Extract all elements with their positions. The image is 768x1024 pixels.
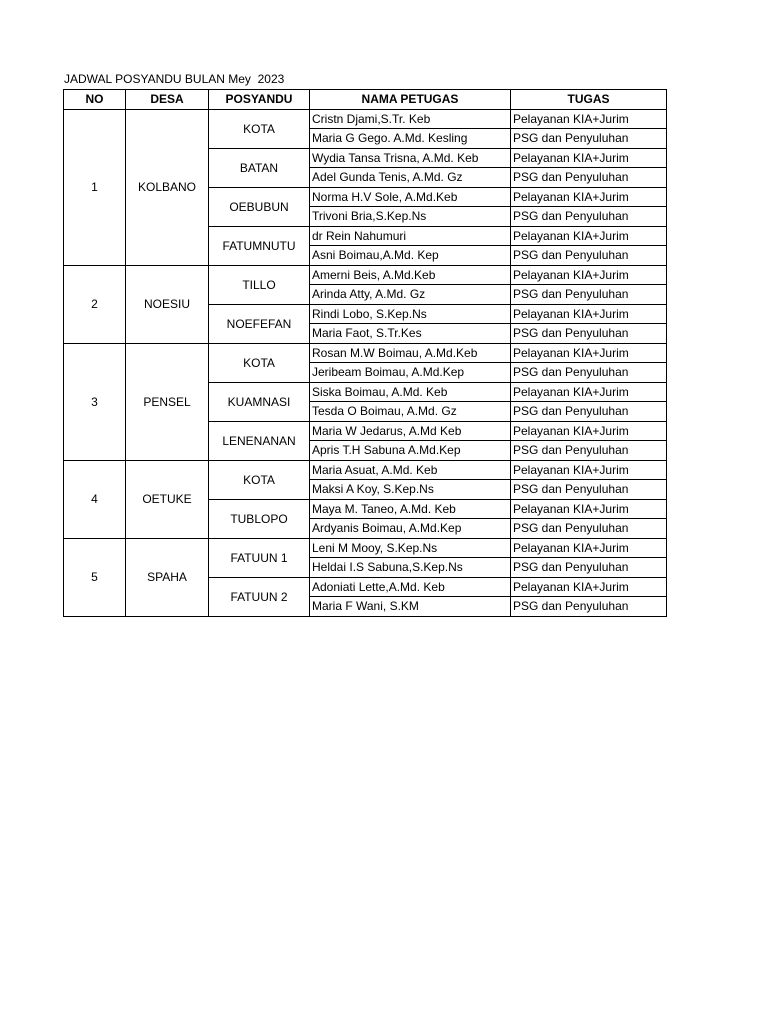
no-cell: 3 [64, 343, 126, 460]
petugas-cell: Arinda Atty, A.Md. Gz [310, 285, 511, 305]
desa-cell: NOESIU [126, 265, 209, 343]
table-row [64, 265, 667, 285]
posyandu-cell: BATAN [209, 148, 310, 187]
petugas-cell: Maria F Wani, S.KM [310, 597, 511, 617]
tugas-cell: Pelayanan KIA+Jurim [511, 460, 667, 480]
tugas-cell: PSG dan Penyuluhan [511, 246, 667, 266]
petugas-cell: Maya M. Taneo, A.Md. Keb [310, 499, 511, 519]
petugas-cell: Ardyanis Boimau, A.Md.Kep [310, 519, 511, 539]
petugas-cell: Wydia Tansa Trisna, A.Md. Keb [310, 148, 511, 168]
tugas-cell: PSG dan Penyuluhan [511, 480, 667, 500]
desa-cell: KOLBANO [126, 109, 209, 265]
posyandu-cell: OEBUBUN [209, 187, 310, 226]
petugas-cell: Trivoni Bria,S.Kep.Ns [310, 207, 511, 227]
header-row [64, 90, 667, 110]
posyandu-cell: KOTA [209, 460, 310, 499]
petugas-cell: Maksi A Koy, S.Kep.Ns [310, 480, 511, 500]
posyandu-cell: KOTA [209, 343, 310, 382]
tugas-cell: PSG dan Penyuluhan [511, 597, 667, 617]
petugas-cell: Cristn Djami,S.Tr. Keb [310, 109, 511, 129]
no-cell: 4 [64, 460, 126, 538]
desa-cell: SPAHA [126, 538, 209, 616]
tugas-cell: PSG dan Penyuluhan [511, 363, 667, 383]
no-cell: 1 [64, 109, 126, 265]
tugas-cell: Pelayanan KIA+Jurim [511, 148, 667, 168]
tugas-cell: PSG dan Penyuluhan [511, 402, 667, 422]
petugas-cell: Maria G Gego. A.Md. Kesling [310, 129, 511, 149]
tugas-cell: PSG dan Penyuluhan [511, 207, 667, 227]
schedule-table [63, 89, 667, 617]
tugas-cell: PSG dan Penyuluhan [511, 324, 667, 344]
petugas-cell: Norma H.V Sole, A.Md.Keb [310, 187, 511, 207]
posyandu-cell: NOEFEFAN [209, 304, 310, 343]
table-row [64, 343, 667, 363]
tugas-cell: Pelayanan KIA+Jurim [511, 343, 667, 363]
petugas-cell: Maria W Jedarus, A.Md Keb [310, 421, 511, 441]
header-no: NO [64, 90, 126, 110]
petugas-cell: Heldai I.S Sabuna,S.Kep.Ns [310, 558, 511, 578]
petugas-cell: Maria Faot, S.Tr.Kes [310, 324, 511, 344]
tugas-cell: PSG dan Penyuluhan [511, 129, 667, 149]
petugas-cell: Maria Asuat, A.Md. Keb [310, 460, 511, 480]
petugas-cell: dr Rein Nahumuri [310, 226, 511, 246]
tugas-cell: Pelayanan KIA+Jurim [511, 304, 667, 324]
petugas-cell: Rosan M.W Boimau, A.Md.Keb [310, 343, 511, 363]
header-posyandu: POSYANDU [209, 90, 310, 110]
petugas-cell: Leni M Mooy, S.Kep.Ns [310, 538, 511, 558]
tugas-cell: PSG dan Penyuluhan [511, 168, 667, 188]
posyandu-cell: LENENANAN [209, 421, 310, 460]
desa-cell: PENSEL [126, 343, 209, 460]
header-tugas: TUGAS [511, 90, 667, 110]
tugas-cell: Pelayanan KIA+Jurim [511, 265, 667, 285]
desa-cell: OETUKE [126, 460, 209, 538]
tugas-cell: PSG dan Penyuluhan [511, 285, 667, 305]
tugas-cell: PSG dan Penyuluhan [511, 519, 667, 539]
tugas-cell: Pelayanan KIA+Jurim [511, 226, 667, 246]
document-title: JADWAL POSYANDU BULAN Mey 2023 [64, 72, 285, 86]
tugas-cell: PSG dan Penyuluhan [511, 558, 667, 578]
petugas-cell: Tesda O Boimau, A.Md. Gz [310, 402, 511, 422]
petugas-cell: Jeribeam Boimau, A.Md.Kep [310, 363, 511, 383]
petugas-cell: Asni Boimau,A.Md. Kep [310, 246, 511, 266]
petugas-cell: Siska Boimau, A.Md. Keb [310, 382, 511, 402]
posyandu-cell: TILLO [209, 265, 310, 304]
petugas-cell: Amerni Beis, A.Md.Keb [310, 265, 511, 285]
posyandu-cell: KOTA [209, 109, 310, 148]
posyandu-cell: TUBLOPO [209, 499, 310, 538]
tugas-cell: Pelayanan KIA+Jurim [511, 109, 667, 129]
petugas-cell: Rindi Lobo, S.Kep.Ns [310, 304, 511, 324]
posyandu-cell: FATUUN 2 [209, 577, 310, 616]
table-row [64, 460, 667, 480]
tugas-cell: Pelayanan KIA+Jurim [511, 187, 667, 207]
petugas-cell: Adel Gunda Tenis, A.Md. Gz [310, 168, 511, 188]
tugas-cell: Pelayanan KIA+Jurim [511, 538, 667, 558]
tugas-cell: Pelayanan KIA+Jurim [511, 499, 667, 519]
tugas-cell: Pelayanan KIA+Jurim [511, 382, 667, 402]
table-row [64, 109, 667, 129]
no-cell: 5 [64, 538, 126, 616]
table-row [64, 538, 667, 558]
posyandu-cell: FATUMNUTU [209, 226, 310, 265]
posyandu-cell: FATUUN 1 [209, 538, 310, 577]
posyandu-cell: KUAMNASI [209, 382, 310, 421]
tugas-cell: Pelayanan KIA+Jurim [511, 421, 667, 441]
no-cell: 2 [64, 265, 126, 343]
header-desa: DESA [126, 90, 209, 110]
schedule-body [64, 109, 667, 616]
tugas-cell: Pelayanan KIA+Jurim [511, 577, 667, 597]
petugas-cell: Adoniati Lette,A.Md. Keb [310, 577, 511, 597]
petugas-cell: Apris T.H Sabuna A.Md.Kep [310, 441, 511, 461]
tugas-cell: PSG dan Penyuluhan [511, 441, 667, 461]
header-nama-petugas: NAMA PETUGAS [310, 90, 511, 110]
